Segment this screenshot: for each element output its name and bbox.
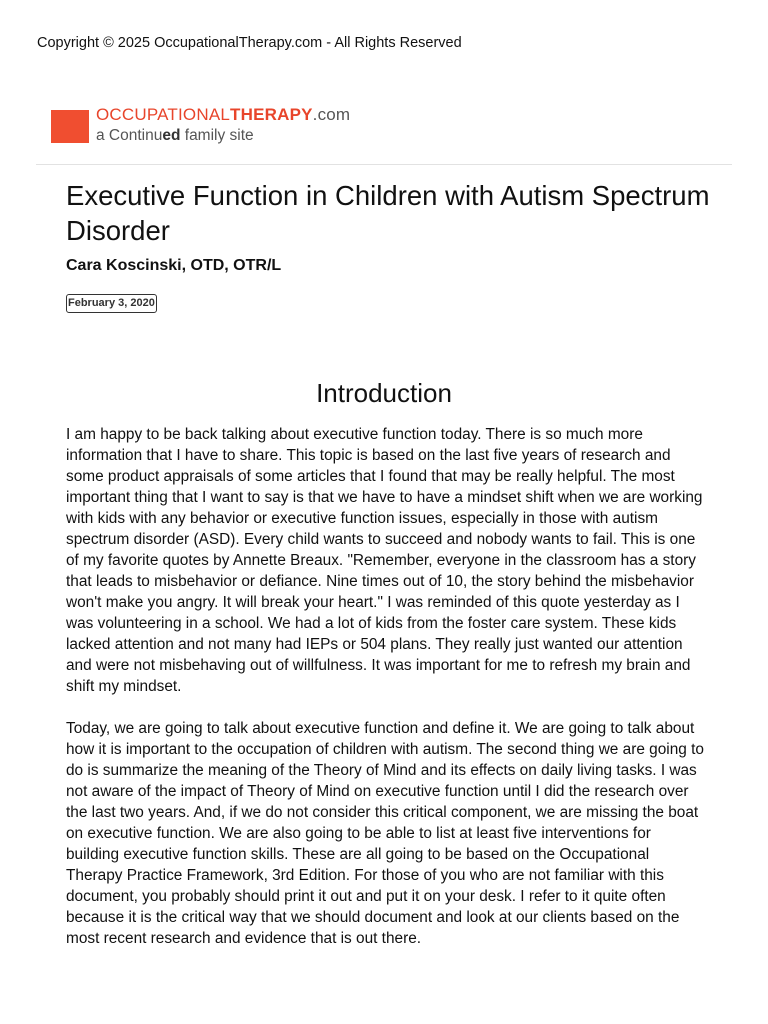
logo-wordmark-occupational: OCCUPATIONAL [96, 105, 231, 124]
logo-wordmark-com: .com [312, 105, 351, 124]
paragraph: Today, we are going to talk about executive function and define it. We are going to talk about how it is important to the occupation of children with autism. The second thing we are going to do is summarize the meaning of the Theory of Mind and its effects on daily living tasks. I was not aware of the impact of Theory of Mind on executive function until I did the research over the last two years. And, if we do not consider this critical component, we are missing the boat on executive function. We are also going to be able to list at least five interventions for building executive function skills. These are all going to be based on the Occupational Therapy Practice Framework, 3rd Edition. For those of you who are not familiar with this document, you probably should print it out and put it on your desk. I refer to it quite often because it is the critical way that we should document and look at our clients based on the most recent research and evidence that is out there. [66, 720, 704, 947]
logo-tagline-part3: family site [180, 127, 254, 144]
logo-tagline [96, 127, 254, 145]
article-author: Cara Koscinski, OTD, OTR/L [66, 257, 282, 274]
header-divider [36, 164, 732, 165]
date-badge: February 3, 2020 [66, 294, 157, 313]
section-heading: Introduction [316, 378, 452, 408]
site-logo[interactable] [51, 106, 351, 146]
logo-tagline-part1: a Continu [96, 127, 163, 144]
logo-tagline-part2: ed [162, 127, 181, 144]
article-body [66, 424, 708, 970]
paragraph: I am happy to be back talking about executive function today. There is so much more information that I have to share. This topic is based on the last five years of research and some product appraisals of some articles that I found that may be really helpful. The most important thing that I want to say is that we have to have a mindset shift when we are working with kids with any behavior or executive function issues, especially in those with autism spectrum disorder (ASD). Every child wants to succeed and nobody wants to fail. This is one of my favorite quotes by Annette Breaux. "Remember, everyone in the classroom has a story that leads to misbehavior or defiance. Nine times out of 10, the story behind the misbehavior won't make you angry. It will break your heart." I was reminded of this quote yesterday as I was volunteering in a school. We had a lot of kids from the foster care system. These kids lacked attention and not many had IEPs or 504 plans. They really just wanted our attention and were not misbehaving out of willfulness. It was important for me to refresh my brain and shift my mindset. [66, 426, 703, 695]
logo-square-icon [51, 110, 89, 143]
logo-wordmark [96, 105, 350, 125]
copyright-notice: Copyright © 2025 OccupationalTherapy.com - All Rights Reserved [37, 35, 462, 51]
article-title: Executive Function in Children with Autism Spectrum Disorder [66, 180, 710, 246]
logo-wordmark-therapy: THERAPY [230, 105, 313, 124]
